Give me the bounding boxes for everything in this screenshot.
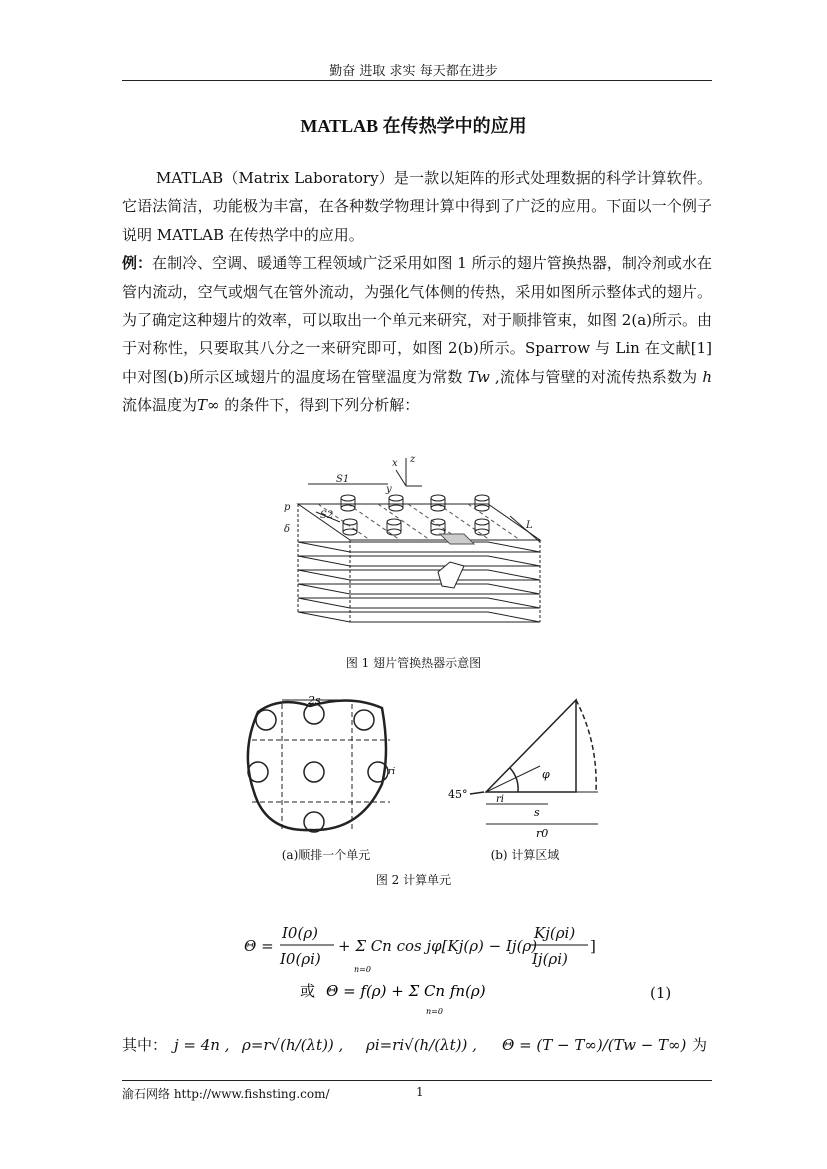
equation-number: (1) xyxy=(650,984,672,1002)
document-title: MATLAB 在传热学中的应用 xyxy=(300,116,527,136)
fig2b-label-angle: 45° xyxy=(448,788,468,801)
footer-site: 渝石网络 http://www.fishsting.com/ xyxy=(122,1087,330,1101)
fig1-label-z: z xyxy=(410,454,416,465)
eq1-sum-text: + Σ Cn cos jφ[Kj(ρ) − Ij(ρ) xyxy=(338,937,538,955)
figure2-caption: 图 2 计算单元 xyxy=(375,873,452,887)
fig1-label-p: p xyxy=(284,502,291,513)
figure2b-calc-domain xyxy=(448,692,600,840)
equation-1-line1 xyxy=(244,918,604,974)
where-j: j = 4n , xyxy=(174,1036,230,1054)
eq2-body: Θ = f(ρ) + Σ Cn fn(ρ) xyxy=(326,982,486,1000)
eq1-frac-den: I0(ρi) xyxy=(280,950,321,968)
where-rhoi: ρi=ri√(h/(λt)) , xyxy=(366,1036,477,1054)
example-label: 例： xyxy=(122,254,153,273)
page-header-motto: 勤奋 进取 求实 每天都在进步 xyxy=(329,64,498,79)
eq1-frac-num: I0(ρ) xyxy=(282,924,318,942)
fig1-label-l: L xyxy=(526,520,533,531)
eq1-frac2-num: Kj(ρi) xyxy=(534,924,576,942)
example-paragraph xyxy=(122,249,712,419)
figure2b-caption: (b) 计算区域 xyxy=(490,848,560,862)
where-theta: Θ = (T − T∞)/(Tw − T∞) xyxy=(502,1036,687,1054)
figure2a-caption: (a)顺排一个单元 xyxy=(281,848,371,862)
symbol-h: h xyxy=(702,367,712,386)
where-rho: ρ=r√(h/(λt)) , xyxy=(242,1036,344,1054)
example-text-2: ,流体与管壁的对流传热系数为 xyxy=(489,367,703,386)
eq2-or: 或 xyxy=(300,982,316,1000)
header-divider xyxy=(122,80,712,81)
fig1-label-s2: S2 xyxy=(320,510,334,521)
eq2-sum-index: n=0 xyxy=(426,1007,443,1016)
fig1-label-delta: δ xyxy=(284,524,291,535)
figure1-caption: 图 1 翅片管换热器示意图 xyxy=(345,656,482,670)
fig2b-label-r0: r0 xyxy=(536,827,549,840)
where-suffix: 为 xyxy=(692,1036,708,1054)
page-number: 1 xyxy=(416,1085,424,1099)
where-prefix: 其中： xyxy=(122,1036,168,1054)
intro-paragraph: MATLAB（Matrix Laboratory）是一款以矩阵的形式处理数据的科学计算软件。它语法简洁，功能极为丰富，在各种数学物理计算中得到了广泛的应用。下面以一个例子说明 MATLAB 在传热学中的应用。 xyxy=(122,169,712,244)
fig2b-label-s: s xyxy=(534,806,540,819)
figure2a-unit-cell xyxy=(240,692,402,840)
fig1-label-x: x xyxy=(392,458,398,469)
symbol-tw: Tw xyxy=(467,367,490,386)
example-text-4: 的条件下，得到下列分析解： xyxy=(219,396,420,415)
fig1-label-s1: S1 xyxy=(336,474,350,485)
fig2a-label-ri: ri xyxy=(388,767,396,777)
figure1-fin-tube-diagram xyxy=(278,452,550,647)
example-text-1: 在制冷、空调、暖通等工程领域广泛采用如图 1 所示的翅片管换热器，制冷剂或水在管内流动，空气或烟气在管外流动，为强化气体侧的传热，采用如图所示整体式的翅片。为了确定这种翅片的效率，可以取出一个单元来研究，对于顺排管束，如图 2(a)所示。由于对称性，只要取其八分之一来研究即可，如图 2(b)所示。Sparrow 与 Lin 在文献[1]中对图(b)所示区域翅片的温度场在管壁温度为常数 xyxy=(122,254,712,386)
equation-definitions xyxy=(122,1030,722,1064)
fig1-label-y: y xyxy=(386,484,392,495)
fig2b-label-ri: ri xyxy=(496,794,504,805)
symbol-tinf: T∞ xyxy=(197,396,220,415)
eq1-lhs: Θ = xyxy=(244,937,274,955)
footer-divider xyxy=(122,1080,712,1081)
body-text xyxy=(122,164,712,420)
eq1-close: ] xyxy=(590,937,596,955)
fig2b-label-phi: φ xyxy=(542,768,550,781)
equation-1-line2 xyxy=(300,978,520,1016)
example-text-3: 流体温度为 xyxy=(122,396,198,415)
fig2a-label-2s: 2s xyxy=(308,694,321,707)
eq1-frac2-den: Ij(ρi) xyxy=(532,950,568,968)
eq1-sum-index: n=0 xyxy=(354,965,371,974)
